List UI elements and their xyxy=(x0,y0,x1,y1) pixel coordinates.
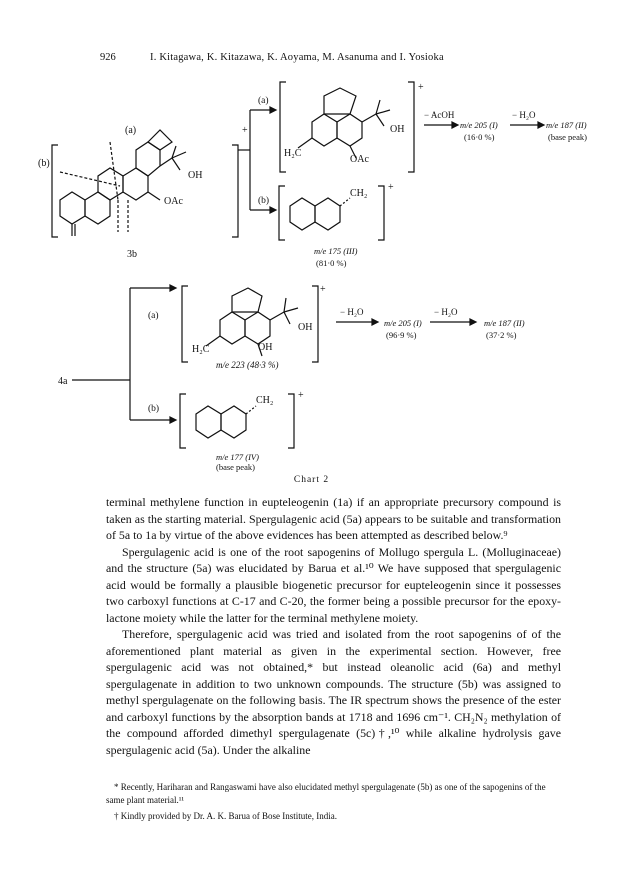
loss-acoh: − AcOH xyxy=(424,110,455,120)
branch-arrows-bottom xyxy=(72,285,176,423)
ion-223: m/e 223 (48·3 %) xyxy=(216,360,279,370)
h2c-label-frag-a-bottom: H₂C xyxy=(192,344,210,355)
plus-frag-a-bottom: + xyxy=(320,284,326,295)
branch-b-label-top: (b) xyxy=(258,196,270,206)
plus-frag-a-top: + xyxy=(418,82,424,93)
paragraph-1: terminal methylene function in eupteleogenin (1a) if an appropriate precursory compound is taken as the starting material. Spergulagenic acid (5a) appears to be suitable and transformation of 5a to 1a by virtue of the above evidences has been attempted as described below.⁹ xyxy=(106,495,561,542)
fragment-b-top-structure xyxy=(279,186,384,240)
branch-b-label-bottom: (b) xyxy=(148,404,160,414)
oh-label-frag-a-bottom-1: OH xyxy=(298,322,313,333)
paragraph-3: Therefore, spergulagenic acid was tried and isolated from the root sapogenins of of the aforementioned plant material as given in the experimental section. However, free spergulagenic acid was not obtained,* but instead oleanolic acid (6a) and methyl spergulagenate in addition to two unknown compounds. The structure (5b) was assigned to methyl spergulagenate on the following basis. The IR spectrum shows the presence of the ester and carboxyl functions by the absorption bands at 1718 and 1696 cm⁻¹. CH₂N₂ methylation of the compound afforded dimethyl spergulagenate (5c)†,¹⁰ while alkaline hydrolysis gave spergulagenic acid (5a). Under the alkaline xyxy=(106,627,561,757)
branch-arrows-top xyxy=(238,107,276,213)
ion-205-top-pct: (16·0 %) xyxy=(464,132,495,142)
ion-175-pct: (81·0 %) xyxy=(316,258,347,268)
ch2-label-frag-b-bottom: CH₂ xyxy=(256,395,274,406)
oh-label-3b: OH xyxy=(188,170,203,181)
plus-frag-b-top: + xyxy=(388,182,394,193)
loss-h2o-bottom-2: − H₂O xyxy=(434,307,458,317)
running-head: I. Kitagawa, K. Kitazawa, K. Aoyama, M. Asanuma and I. Yosioka xyxy=(150,52,444,63)
loss-h2o-top: − H₂O xyxy=(512,110,536,120)
ion-187-top: m/e 187 (II) xyxy=(546,120,587,130)
oac-label-3b: OAc xyxy=(164,196,183,207)
h2c-label-frag-a-top: H₂C xyxy=(284,148,302,159)
ion-205-bottom: m/e 205 (I) xyxy=(384,318,422,328)
compound-3b-label: 3b xyxy=(127,249,137,260)
ion-187-bottom: m/e 187 (II) xyxy=(484,318,525,328)
oac-label-frag-a-top: OAc xyxy=(350,154,369,165)
ion-205-bottom-pct: (96·9 %) xyxy=(386,330,417,340)
footnote-1: * Recently, Hariharan and Rangaswami have also elucidated methyl spergulagenate (5b) as one of the sapogenins of the same plant material.¹¹ xyxy=(106,782,546,805)
cleavage-b-label: (b) xyxy=(38,158,50,169)
ion-177-note: (base peak) xyxy=(216,462,255,472)
page-number: 926 xyxy=(100,52,116,63)
fragment-b-bottom-structure xyxy=(180,394,294,448)
branch-a-label-bottom: (a) xyxy=(148,311,159,321)
oh-label-frag-a-top: OH xyxy=(390,124,405,135)
chart-caption: Chart 2 xyxy=(293,475,330,485)
oh-label-frag-a-bottom-2: OH xyxy=(258,342,273,353)
compound-4a-label: 4a xyxy=(58,376,68,387)
cleavage-a-label: (a) xyxy=(125,125,137,136)
paragraph-2: Spergulagenic acid is one of the root sapogenins of Mollugo spergula L. (Molluginaceae) and the structure (5a) was elucidated by Barua et al.¹⁰ We have supposed that spergulagenic acid would be formally a plausible biogenetic precursor for eupteleogenin since it possesses two carboxyl functions at C-17 and C-20, the former being a possible precursor for the epoxy-lactone moiety while the latter for the terminal methylene moiety. xyxy=(106,544,561,625)
footnote-2: † Kindly provided by Dr. A. K. Barua of Bose Institute, India. xyxy=(114,811,337,821)
loss-h2o-bottom-1: − H₂O xyxy=(340,307,364,317)
ch2-label-frag-b-top: CH₂ xyxy=(350,188,368,199)
compound-3b-structure xyxy=(52,130,238,237)
footnotes xyxy=(106,781,561,823)
ion-187-top-note: (base peak) xyxy=(548,132,587,142)
plus-3b: + xyxy=(242,125,248,136)
ion-175: m/e 175 (III) xyxy=(314,246,358,256)
branch-a-label-top: (a) xyxy=(258,96,269,106)
body-text xyxy=(106,494,561,758)
ion-187-bottom-pct: (37·2 %) xyxy=(486,330,517,340)
ion-205-top: m/e 205 (I) xyxy=(460,120,498,130)
plus-frag-b-bottom: + xyxy=(298,390,304,401)
ion-177: m/e 177 (IV) xyxy=(216,452,259,462)
